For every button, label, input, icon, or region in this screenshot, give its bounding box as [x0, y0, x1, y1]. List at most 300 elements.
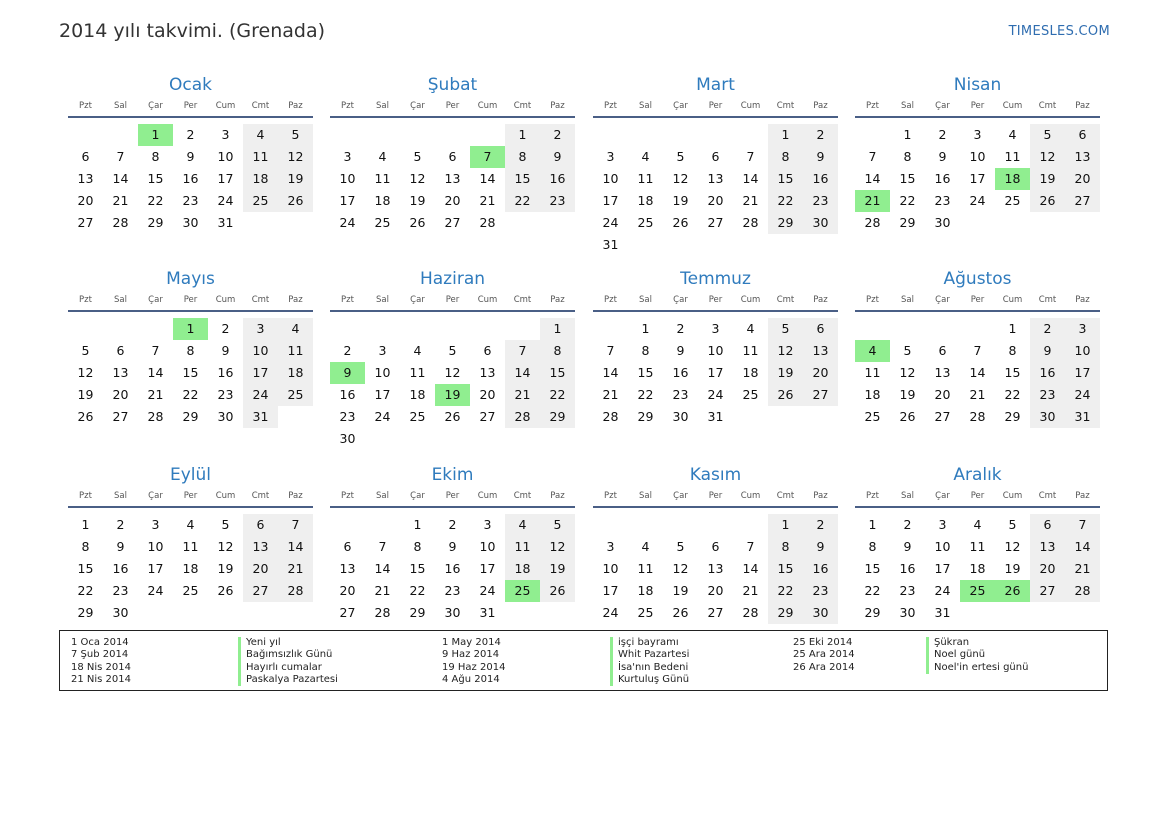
weekday-header: Paz: [1075, 295, 1090, 305]
day-cell: 19: [672, 193, 689, 208]
day-cell: 17: [374, 387, 391, 402]
weekday-header: Pzt: [866, 491, 879, 501]
day-cell: 20: [77, 193, 94, 208]
day-cell: 17: [217, 171, 234, 186]
weekday-header: Pzt: [341, 491, 354, 501]
weekday-header: Per: [183, 101, 198, 111]
day-cell: 6: [343, 539, 352, 554]
weekday-header: Cum: [215, 295, 236, 305]
day-cell: 8: [868, 539, 877, 554]
day-cell: 25: [182, 583, 199, 598]
day-cell: 30: [803, 212, 838, 234]
legend-date: 18 Nis 2014: [71, 661, 131, 673]
day-cell: 2: [676, 321, 685, 336]
day-cell: 19: [1004, 561, 1021, 576]
day-cell: 25: [278, 384, 313, 406]
weekday-header: Sal: [639, 295, 652, 305]
day-cell: 16: [803, 168, 838, 190]
day-cell: 29: [182, 409, 199, 424]
weekday-header: Çar: [673, 491, 688, 501]
day-cell: 22: [182, 387, 199, 402]
weekday-header: Çar: [673, 295, 688, 305]
day-cell: 4: [1008, 127, 1017, 142]
weekday-header: Çar: [410, 491, 425, 501]
day-cell: 19: [672, 583, 689, 598]
month-rule: [593, 116, 838, 118]
legend-holiday-name: Yeni yıl: [238, 637, 338, 649]
day-cell: 9: [938, 149, 947, 164]
weekday-header: Cmt: [1038, 101, 1057, 111]
day-cell: 16: [217, 365, 234, 380]
weekday-header: Sal: [901, 101, 914, 111]
day-cell: 5: [81, 343, 90, 358]
weekday-header: Pzt: [866, 295, 879, 305]
day-cell: 21: [479, 193, 496, 208]
day-cell: 11: [637, 561, 654, 576]
day-cell: 14: [505, 362, 540, 384]
day-cell: 4: [243, 124, 278, 146]
day-cell: 22: [637, 387, 654, 402]
day-cell: 11: [182, 539, 199, 554]
day-cell: 3: [1065, 318, 1100, 340]
weekday-header: Pzt: [79, 295, 92, 305]
day-cell: 1: [768, 124, 803, 146]
weekday-header: Per: [445, 101, 460, 111]
day-cell: 17: [1065, 362, 1100, 384]
day-cell: 19: [1030, 168, 1065, 190]
weekday-header: Çar: [673, 101, 688, 111]
day-cell: 14: [147, 365, 164, 380]
day-cell: 21: [505, 384, 540, 406]
legend-dates-col-1: [71, 637, 131, 686]
day-cell: 12: [540, 536, 575, 558]
day-cell: 12: [899, 365, 916, 380]
month-rule: [855, 310, 1100, 312]
day-cell: 31: [707, 409, 724, 424]
day-cell: 29: [768, 602, 803, 624]
month-rule: [855, 116, 1100, 118]
day-cell: 26: [278, 190, 313, 212]
day-cell: 10: [602, 561, 619, 576]
day-cell: 14: [602, 365, 619, 380]
day-cell: 15: [1004, 365, 1021, 380]
day-cell: 15: [409, 561, 426, 576]
weekday-header: Çar: [148, 101, 163, 111]
day-cell: 27: [707, 605, 724, 620]
weekday-header: Cmt: [1038, 295, 1057, 305]
weekday-header: Cum: [215, 491, 236, 501]
legend-date: 21 Nis 2014: [71, 673, 131, 685]
weekday-header: Per: [970, 295, 985, 305]
day-cell: 15: [182, 365, 199, 380]
month-rule: [593, 310, 838, 312]
day-cell: 22: [540, 384, 575, 406]
day-cell: 26: [672, 215, 689, 230]
legend-date: 1 May 2014: [442, 637, 501, 648]
month-rule: [330, 506, 575, 508]
day-cell: 30: [672, 409, 689, 424]
day-cell: 18: [637, 583, 654, 598]
day-cell: 14: [374, 561, 391, 576]
weekday-header: Pzt: [341, 101, 354, 111]
day-cell: 1: [641, 321, 650, 336]
day-cell: 18: [182, 561, 199, 576]
weekday-header: Paz: [813, 295, 828, 305]
day-cell: 16: [934, 171, 951, 186]
day-cell: 8: [151, 149, 160, 164]
month-title: Mayıs: [166, 269, 215, 289]
day-cell: 18: [243, 168, 278, 190]
day-cell: 1: [903, 127, 912, 142]
holiday-day-cell: 7: [470, 146, 505, 168]
day-cell: 13: [112, 365, 129, 380]
weekday-header: Cmt: [776, 491, 795, 501]
day-cell: 23: [112, 583, 129, 598]
day-cell: 24: [243, 384, 278, 406]
weekday-header: Cum: [740, 491, 761, 501]
day-cell: 16: [339, 387, 356, 402]
month-title: Nisan: [953, 75, 1002, 95]
day-cell: 24: [339, 215, 356, 230]
day-cell: 3: [243, 318, 278, 340]
day-cell: 24: [602, 605, 619, 620]
weekday-header: Pzt: [604, 295, 617, 305]
day-cell: 7: [1065, 514, 1100, 536]
month-title: Kasım: [689, 465, 742, 485]
day-cell: 25: [637, 605, 654, 620]
day-cell: 13: [1030, 536, 1065, 558]
weekday-header: Çar: [148, 295, 163, 305]
weekday-header: Sal: [114, 295, 127, 305]
day-cell: 2: [343, 343, 352, 358]
day-cell: 21: [742, 583, 759, 598]
weekday-header: Sal: [639, 491, 652, 501]
day-cell: 27: [934, 409, 951, 424]
day-cell: 21: [112, 193, 129, 208]
day-cell: 30: [217, 409, 234, 424]
day-cell: 7: [151, 343, 160, 358]
day-cell: 30: [182, 215, 199, 230]
day-cell: 19: [409, 193, 426, 208]
weekday-header: Paz: [813, 491, 828, 501]
day-cell: 3: [711, 321, 720, 336]
day-cell: 13: [707, 561, 724, 576]
day-cell: 20: [1030, 558, 1065, 580]
day-cell: 18: [409, 387, 426, 402]
day-cell: 14: [742, 561, 759, 576]
day-cell: 31: [1065, 406, 1100, 428]
day-cell: 26: [217, 583, 234, 598]
day-cell: 23: [899, 583, 916, 598]
day-cell: 23: [803, 190, 838, 212]
day-cell: 25: [374, 215, 391, 230]
day-cell: 10: [243, 340, 278, 362]
day-cell: 25: [409, 409, 426, 424]
day-cell: 5: [448, 343, 457, 358]
day-cell: 29: [77, 605, 94, 620]
weekday-header: Pzt: [604, 491, 617, 501]
weekday-header: Çar: [410, 101, 425, 111]
day-cell: 21: [147, 387, 164, 402]
weekday-header: Cmt: [251, 491, 270, 501]
day-cell: 9: [221, 343, 230, 358]
day-cell: 12: [217, 539, 234, 554]
day-cell: 27: [339, 605, 356, 620]
day-cell: 11: [969, 539, 986, 554]
day-cell: 6: [483, 343, 492, 358]
day-cell: 6: [803, 318, 838, 340]
legend-date: 25 Eki 2014: [793, 637, 853, 648]
day-cell: 10: [707, 343, 724, 358]
day-cell: 26: [444, 409, 461, 424]
day-cell: 25: [742, 387, 759, 402]
day-cell: 17: [602, 193, 619, 208]
page-title: 2014 yılı takvimi. (Grenada): [59, 20, 326, 42]
day-cell: 4: [186, 517, 195, 532]
day-cell: 18: [505, 558, 540, 580]
weekday-header: Çar: [410, 295, 425, 305]
legend-holiday-name: Bağımsızlık Günü: [238, 649, 338, 661]
day-cell: 30: [934, 215, 951, 230]
day-cell: 12: [1004, 539, 1021, 554]
day-cell: 3: [938, 517, 947, 532]
day-cell: 10: [374, 365, 391, 380]
day-cell: 20: [934, 387, 951, 402]
day-cell: 11: [742, 343, 759, 358]
day-cell: 11: [1004, 149, 1021, 164]
day-cell: 25: [243, 190, 278, 212]
day-cell: 26: [1030, 190, 1065, 212]
day-cell: 11: [864, 365, 881, 380]
weekday-header: Çar: [935, 101, 950, 111]
day-cell: 21: [742, 193, 759, 208]
weekday-header: Cum: [215, 101, 236, 111]
day-cell: 8: [540, 340, 575, 362]
day-cell: 14: [864, 171, 881, 186]
day-cell: 29: [147, 215, 164, 230]
day-cell: 20: [112, 387, 129, 402]
day-cell: 21: [278, 558, 313, 580]
day-cell: 27: [112, 409, 129, 424]
day-cell: 9: [676, 343, 685, 358]
day-cell: 29: [1004, 409, 1021, 424]
day-cell: 8: [1008, 343, 1017, 358]
day-cell: 2: [540, 124, 575, 146]
day-cell: 2: [221, 321, 230, 336]
day-cell: 11: [409, 365, 426, 380]
day-cell: 17: [707, 365, 724, 380]
day-cell: 20: [1065, 168, 1100, 190]
day-cell: 3: [221, 127, 230, 142]
weekday-header: Cum: [477, 295, 498, 305]
weekday-header: Paz: [288, 101, 303, 111]
day-cell: 5: [1008, 517, 1017, 532]
weekday-header: Sal: [639, 101, 652, 111]
day-cell: 3: [606, 149, 615, 164]
month-title: Temmuz: [680, 269, 751, 289]
day-cell: 10: [339, 171, 356, 186]
day-cell: 15: [899, 171, 916, 186]
day-cell: 9: [1030, 340, 1065, 362]
day-cell: 19: [217, 561, 234, 576]
weekday-header: Per: [708, 101, 723, 111]
day-cell: 25: [1004, 193, 1021, 208]
weekday-header: Cum: [740, 101, 761, 111]
day-cell: 27: [707, 215, 724, 230]
weekday-header: Pzt: [604, 101, 617, 111]
day-cell: 27: [803, 384, 838, 406]
day-cell: 15: [147, 171, 164, 186]
day-cell: 27: [77, 215, 94, 230]
day-cell: 22: [505, 190, 540, 212]
day-cell: 2: [116, 517, 125, 532]
day-cell: 30: [112, 605, 129, 620]
day-cell: 15: [540, 362, 575, 384]
day-cell: 2: [803, 514, 838, 536]
day-cell: 29: [540, 406, 575, 428]
day-cell: 16: [540, 168, 575, 190]
day-cell: 2: [938, 127, 947, 142]
day-cell: 17: [339, 193, 356, 208]
day-cell: 18: [278, 362, 313, 384]
day-cell: 17: [243, 362, 278, 384]
weekday-header: Per: [183, 491, 198, 501]
day-cell: 20: [707, 193, 724, 208]
day-cell: 5: [903, 343, 912, 358]
day-cell: 29: [864, 605, 881, 620]
weekday-header: Per: [708, 295, 723, 305]
day-cell: 19: [540, 558, 575, 580]
day-cell: 16: [444, 561, 461, 576]
weekday-header: Per: [970, 101, 985, 111]
legend-holiday-name: Paskalya Pazartesi: [238, 674, 338, 686]
day-cell: 19: [768, 362, 803, 384]
day-cell: 10: [479, 539, 496, 554]
day-cell: 28: [505, 406, 540, 428]
weekday-header: Cmt: [513, 101, 532, 111]
weekday-header: Çar: [935, 491, 950, 501]
day-cell: 4: [641, 539, 650, 554]
day-cell: 28: [374, 605, 391, 620]
weekday-header: Pzt: [79, 101, 92, 111]
day-cell: 6: [116, 343, 125, 358]
day-cell: 25: [864, 409, 881, 424]
day-cell: 18: [637, 193, 654, 208]
day-cell: 9: [903, 539, 912, 554]
day-cell: 20: [707, 583, 724, 598]
weekday-header: Per: [708, 491, 723, 501]
day-cell: 23: [182, 193, 199, 208]
day-cell: 28: [742, 605, 759, 620]
day-cell: 26: [899, 409, 916, 424]
day-cell: 4: [413, 343, 422, 358]
day-cell: 22: [899, 193, 916, 208]
day-cell: 8: [903, 149, 912, 164]
day-cell: 6: [711, 149, 720, 164]
day-cell: 22: [77, 583, 94, 598]
day-cell: 13: [934, 365, 951, 380]
legend-holiday-name: Noel günü: [926, 649, 1028, 661]
day-cell: 10: [602, 171, 619, 186]
day-cell: 4: [278, 318, 313, 340]
day-cell: 2: [903, 517, 912, 532]
day-cell: 15: [768, 168, 803, 190]
day-cell: 28: [1065, 580, 1100, 602]
day-cell: 2: [186, 127, 195, 142]
weekday-header: Pzt: [341, 295, 354, 305]
weekday-header: Cum: [1002, 491, 1023, 501]
day-cell: 23: [1030, 384, 1065, 406]
day-cell: 30: [1030, 406, 1065, 428]
weekday-header: Sal: [376, 491, 389, 501]
day-cell: 21: [602, 387, 619, 402]
day-cell: 7: [505, 340, 540, 362]
day-cell: 28: [969, 409, 986, 424]
weekday-header: Per: [970, 491, 985, 501]
day-cell: 23: [934, 193, 951, 208]
day-cell: 18: [864, 387, 881, 402]
day-cell: 25: [637, 215, 654, 230]
day-cell: 13: [339, 561, 356, 576]
holiday-day-cell: 25: [505, 580, 540, 602]
weekday-header: Per: [445, 295, 460, 305]
day-cell: 14: [278, 536, 313, 558]
day-cell: 12: [672, 171, 689, 186]
legend-date: 4 Ağu 2014: [442, 673, 500, 685]
holiday-day-cell: 25: [960, 580, 995, 602]
day-cell: 20: [243, 558, 278, 580]
month-rule: [855, 506, 1100, 508]
day-cell: 28: [278, 580, 313, 602]
day-cell: 13: [1065, 146, 1100, 168]
day-cell: 31: [217, 215, 234, 230]
holiday-day-cell: 18: [995, 168, 1030, 190]
day-cell: 28: [479, 215, 496, 230]
month-title: Haziran: [419, 269, 486, 289]
day-cell: 12: [768, 340, 803, 362]
site-link[interactable]: TIMESLES.COM: [1008, 24, 1110, 39]
day-cell: 7: [746, 149, 755, 164]
day-cell: 24: [934, 583, 951, 598]
weekday-header: Çar: [148, 491, 163, 501]
day-cell: 18: [742, 365, 759, 380]
month-title: Şubat: [427, 75, 478, 95]
legend-holiday-name: Şükran: [926, 637, 1028, 649]
day-cell: 14: [742, 171, 759, 186]
day-cell: 28: [147, 409, 164, 424]
weekday-header: Paz: [813, 101, 828, 111]
day-cell: 20: [339, 583, 356, 598]
legend-holiday-name: İsa'nın Bedeni: [610, 662, 689, 674]
day-cell: 24: [1065, 384, 1100, 406]
day-cell: 1: [505, 124, 540, 146]
weekday-header: Çar: [935, 295, 950, 305]
day-cell: 14: [969, 365, 986, 380]
day-cell: 28: [864, 215, 881, 230]
day-cell: 31: [602, 237, 619, 252]
day-cell: 28: [602, 409, 619, 424]
legend-holiday-name: Hayırlı cumalar: [238, 662, 338, 674]
legend-names-col-2: [610, 637, 689, 686]
legend-date: 19 Haz 2014: [442, 661, 506, 673]
weekday-header: Paz: [288, 295, 303, 305]
day-cell: 4: [746, 321, 755, 336]
day-cell: 10: [1065, 340, 1100, 362]
legend-holiday-name: Whit Pazartesi: [610, 649, 689, 661]
day-cell: 6: [448, 149, 457, 164]
legend-date: 7 Şub 2014: [71, 649, 129, 661]
day-cell: 23: [217, 387, 234, 402]
